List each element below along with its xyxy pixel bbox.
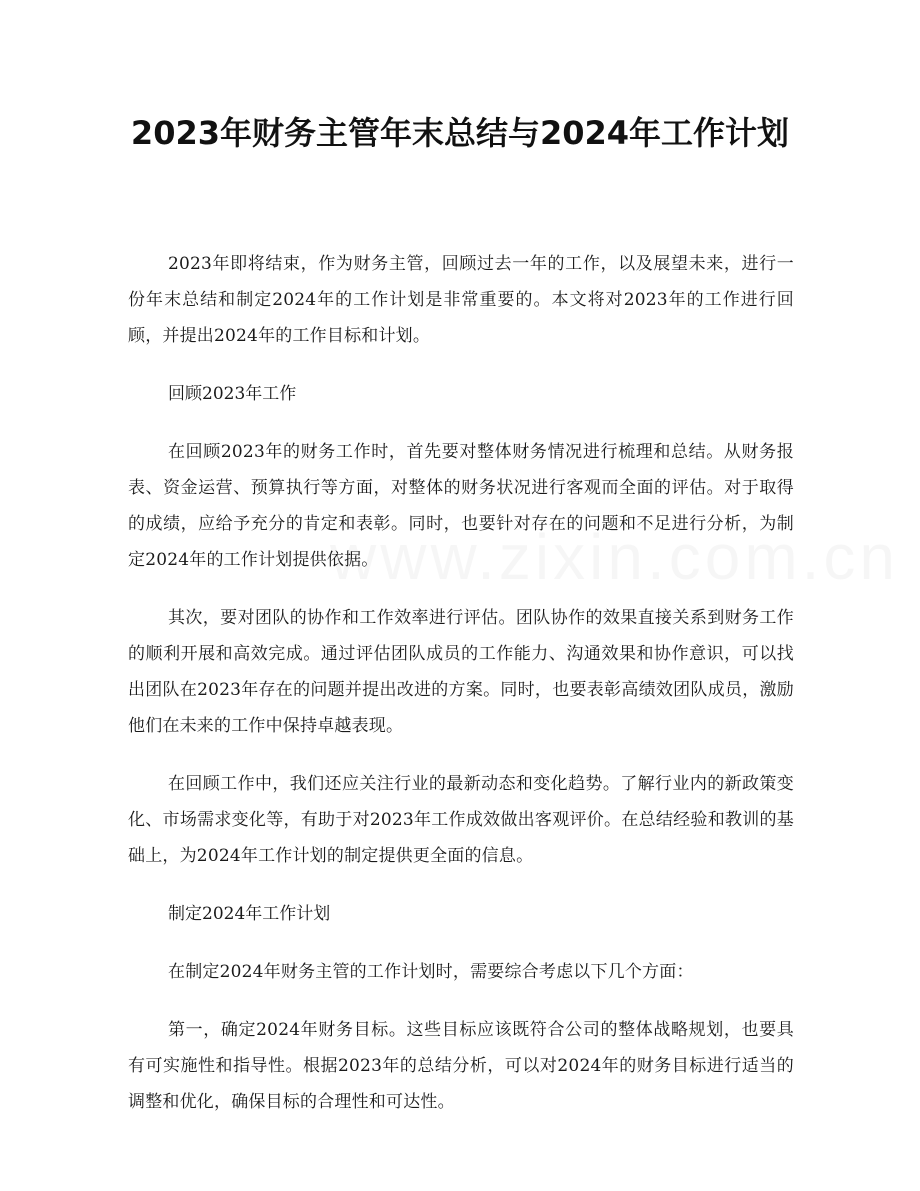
intro-paragraph: 2023年即将结束，作为财务主管，回顾过去一年的工作，以及展望未来，进行一份年末总结和制定2024年的工作计划是非常重要的。本文将对2023年的工作进行回顾，并提出2024年的工作目标和计划。 — [128, 254, 794, 346]
plan-paragraph-1: 在制定2024年财务主管的工作计划时，需要综合考虑以下几个方面： — [168, 962, 694, 982]
document-title: 2023年财务主管年末总结与2024年工作计划 — [130, 114, 790, 152]
document-body — [128, 246, 794, 1142]
plan-paragraph-2: 第一，确定2024年财务目标。这些目标应该既符合公司的整体战略规划，也要具有可实施性和指导性。根据2023年的总结分析，可以对2024年的财务目标进行适当的调整和优化，确保目标的合理性和可达性。 — [128, 1020, 794, 1112]
review-paragraph-1: 在回顾2023年的财务工作时，首先要对整体财务情况进行梳理和总结。从财务报表、资金运营、预算执行等方面，对整体的财务状况进行客观而全面的评估。对于取得的成绩，应给予充分的肯定和表彰。同时，也要针对存在的问题和不足进行分析，为制定2024年的工作计划提供依据。 — [128, 442, 794, 570]
section-heading-plan: 制定2024年工作计划 — [168, 904, 331, 924]
review-paragraph-3: 在回顾工作中，我们还应关注行业的最新动态和变化趋势。了解行业内的新政策变化、市场需求变化等，有助于对2023年工作成效做出客观评价。在总结经验和教训的基础上，为2024年工作计划的制定提供更全面的信息。 — [128, 774, 794, 866]
section-heading-review: 回顾2023年工作 — [168, 384, 297, 404]
review-paragraph-2: 其次，要对团队的协作和工作效率进行评估。团队协作的效果直接关系到财务工作的顺利开展和高效完成。通过评估团队成员的工作能力、沟通效果和协作意识，可以找出团队在2023年存在的问题并提出改进的方案。同时，也要表彰高绩效团队成员，激励他们在未来的工作中保持卓越表现。 — [128, 608, 794, 736]
